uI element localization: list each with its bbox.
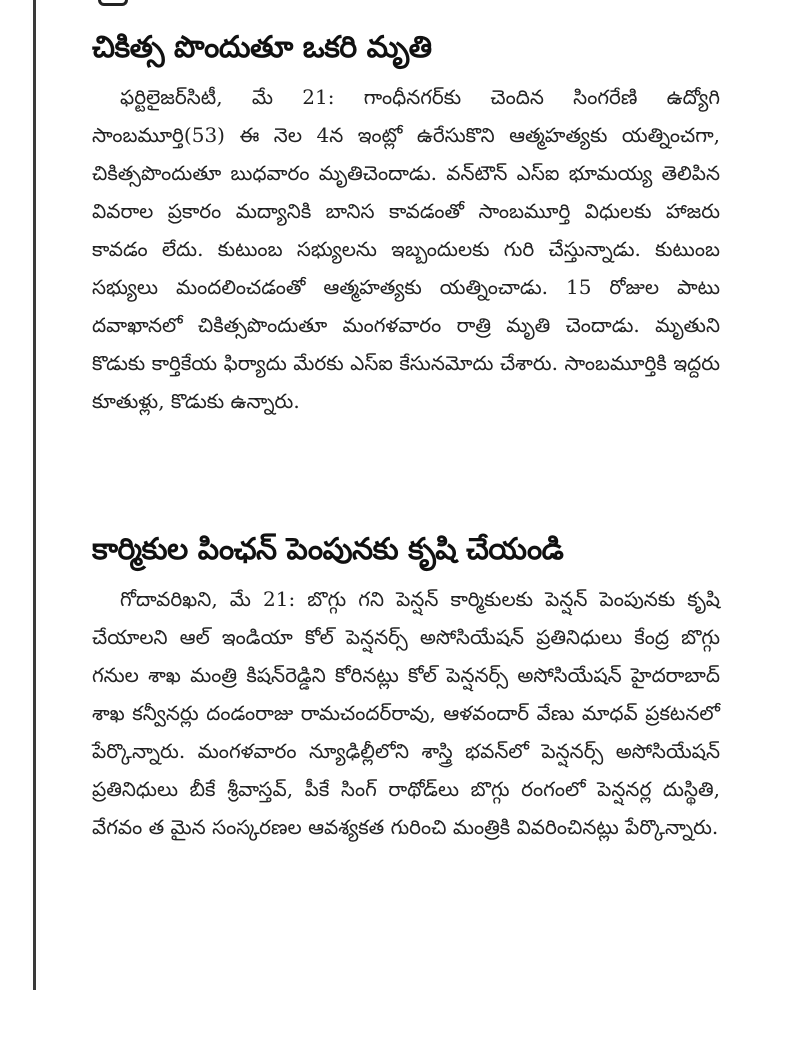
cropped-text-fragment	[98, 0, 128, 6]
article-headline: చికిత్స పొందుతూ ఒకరి మృతి	[92, 30, 432, 65]
news-article-death-during-treatment	[92, 28, 720, 420]
article-body: ఫర్టిలైజర్‌సిటీ, మే 21: గాంధీనగర్‌కు చెందిన సింగరేణి ఉద్యోగి సాంబమూర్తి(53) ఈ నెల 4న ఇంట్లో ఉరేసుకొని ఆత్మహత్యకు యత్నించగా, చికిత్సపొందుతూ బుధవారం మృతిచెందాడు. వన్‌టౌన్ ఎస్‌ఐ భూమయ్య తెలిపిన వివరాల ప్రకారం మద్యానికి బానిస కావడంతో సాంబమూర్తి విధులకు హాజరు కావడం లేదు. కుటుంబ సభ్యులను ఇబ్బందులకు గురి చేస్తున్నాడు. కుటుంబ సభ్యులు మందలించడంతో ఆత్మహత్యకు యత్నించాడు. 15 రోజుల పాటు దవాఖానలో చికిత్సపొందుతూ మంగళవారం రాత్రి మృతి చెందాడు. మృతుని కొడుకు కార్తికేయ ఫిర్యాదు మేరకు ఎస్‌ఐ కేసునమోదు చేశారు. సాంబమూర్తికి ఇద్దరు కూతుళ్లు, కొడుకు ఉన్నారు.	[92, 85, 720, 413]
news-article-pension-hike	[92, 530, 720, 846]
article-headline: కార్మికుల పింఛన్ పెంపునకు కృషి చేయండి	[92, 532, 564, 567]
article-body: గోదావరిఖని, మే 21: బొగ్గు గని పెన్షన్ కార్మికులకు పెన్షన్ పెంపునకు కృషి చేయాలని ఆల్ ఇండియా కోల్ పెన్షనర్స్ అసోసియేషన్ ప్రతినిధులు కేంద్ర బొగ్గు గనుల శాఖ మంత్రి కిషన్‌రెడ్డిని కోరినట్లు కోల్ పెన్షనర్స్ అసోసియేషన్ హైదరాబాద్ శాఖ కన్వీనర్లు దండంరాజు రామచందర్‌రావు, ఆళవందార్ వేణు మాధవ్ ప్రకటనలో పేర్కొన్నారు. మంగళవారం న్యూఢిల్లీలోని శాస్త్రి భవన్‌లో పెన్షనర్స్ అసోసియేషన్ ప్రతినిధులు బీకే శ్రీవాస్తవ్, పీకే సింగ్ రాథోడ్‌లు బొగ్గు రంగంలో పెన్షనర్ల దుస్థితి, వేగవం త మైన సంస్కరణల ఆవశ్యకత గురించి మంత్రికి వివరించినట్లు పేర్కొన్నారు.	[92, 587, 720, 839]
column-divider	[33, 0, 36, 990]
